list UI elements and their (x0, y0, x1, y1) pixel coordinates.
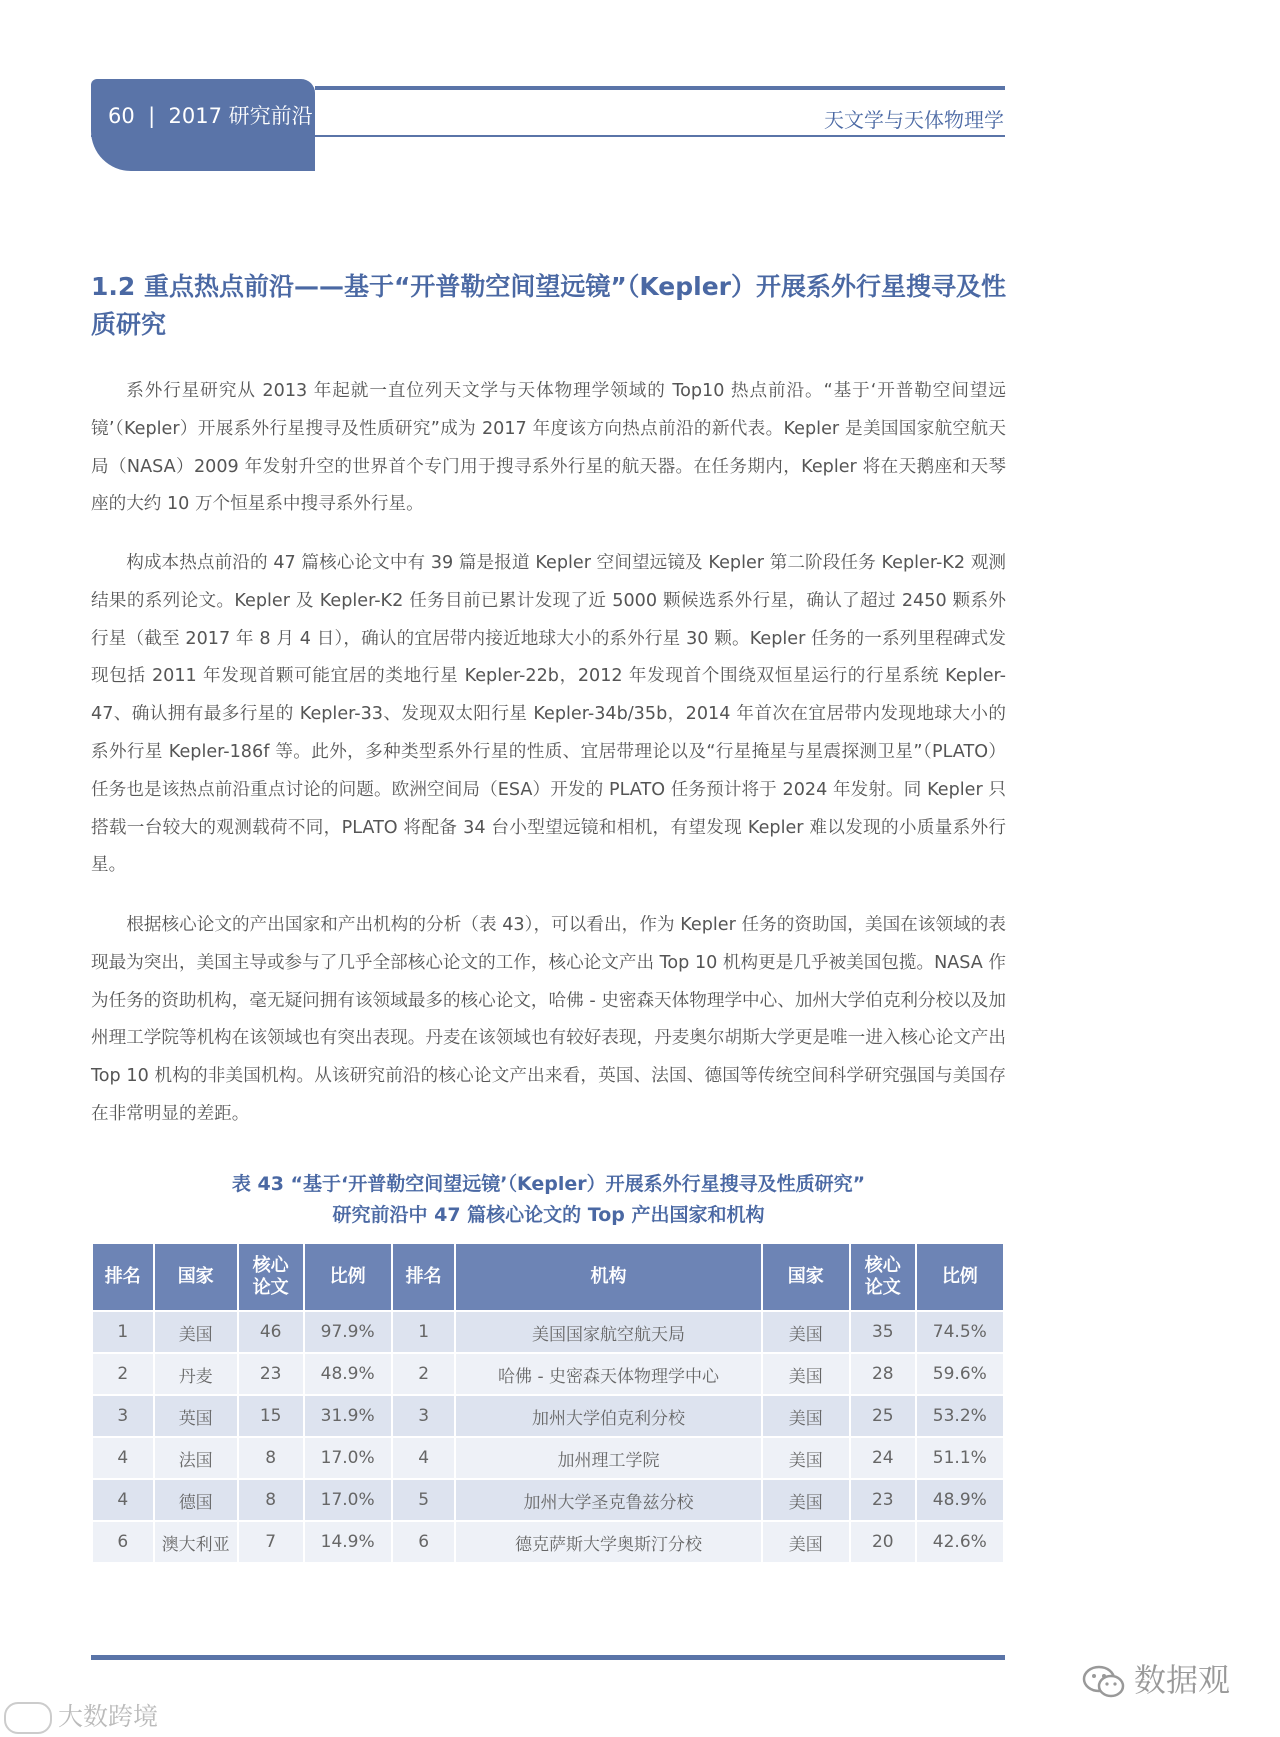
cell-rank: 4 (93, 1480, 153, 1520)
cell-rank: 4 (93, 1438, 153, 1478)
watermark-right (1082, 1655, 1230, 1701)
cell-papers2: 24 (851, 1438, 915, 1478)
cell-ratio: 17.0% (305, 1480, 391, 1520)
ranking-table (91, 1242, 1005, 1564)
table-caption (91, 1169, 1006, 1231)
cell-ratio2: 48.9% (917, 1480, 1003, 1520)
page-number: 60 (108, 104, 135, 128)
cell-ratio2: 53.2% (917, 1396, 1003, 1436)
cell-rank: 3 (93, 1396, 153, 1436)
cell-rank: 6 (93, 1522, 153, 1562)
cell-papers2: 28 (851, 1354, 915, 1394)
header-rank: 排名 (93, 1244, 153, 1310)
cell-institution: 加州理工学院 (456, 1438, 760, 1478)
cell-country2: 美国 (763, 1438, 849, 1478)
header-rule-top (315, 86, 1005, 90)
watermark-right-text: 数据观 (1134, 1661, 1231, 1699)
table-header-row (93, 1244, 1003, 1310)
cell-papers: 15 (239, 1396, 303, 1436)
cell-papers2: 23 (851, 1480, 915, 1520)
cell-country: 丹麦 (155, 1354, 237, 1394)
paragraph-1: 系外行星研究从 2013 年起就一直位列天文学与天体物理学领域的 Top10 热点前沿。“基于‘开普勒空间望远镜’（Kepler）开展系外行星搜寻及性质研究”成为 2017 年度该方向热点前沿的新代表。Kepler 是美国国家航空航天局（NASA）2009 年发射升空的世界首个专门用于搜寻系外行星的航天器。在任务期内，Kepler 将在天鹅座和天琴座的大约 10 万个恒星系中搜寻系外行星。 (91, 381, 1006, 515)
paragraph-2: 构成本热点前沿的 47 篇核心论文中有 39 篇是报道 Kepler 空间望远镜及 Kepler 第二阶段任务 Kepler-K2 观测结果的系列论文。Kepler 及 Kepler-K2 任务目前已累计发现了近 5000 颗候选系外行星，确认了超过 2450 颗系外行星（截至 2017 年 8 月 4 日），确认的宜居带内接近地球大小的系外行星 30 颗。Kepler 任务的一系列里程碑式发现包括 2011 年发现首颗可能宜居的类地行星 Kepler-22b，2012 年发现首个围绕双恒星运行的行星系统 Kepler-47、确认拥有最多行星的 Kepler-33、发现双太阳行星 Kepler-34b/35b，2014 年首次在宜居带内发现地球大小的系外行星 Kepler-186f 等。此外，多种类型系外行星的性质、宜居带理论以及“行星掩星与星震探测卫星”（PLATO）任务也是该热点前沿重点讨论的问题。欧洲空间局（ESA）开发的 PLATO 任务预计将于 2024 年发射。同 Kepler 只搭载一台较大的观测载荷不同，PLATO 将配备 34 台小型望远镜和相机，有望发现 Kepler 难以发现的小质量系外行星。 (91, 553, 1006, 876)
footer-rule (91, 1655, 1005, 1660)
table-row (93, 1522, 1003, 1562)
cell-country2: 美国 (763, 1522, 849, 1562)
wechat-icon (1082, 1665, 1126, 1699)
table-caption-line-2: 研究前沿中 47 篇核心论文的 Top 产出国家和机构 (332, 1204, 765, 1226)
cell-papers: 8 (239, 1438, 303, 1478)
cell-rank2: 1 (393, 1312, 455, 1352)
table-row (93, 1312, 1003, 1352)
cell-papers: 46 (239, 1312, 303, 1352)
table-row (93, 1354, 1003, 1394)
cell-ratio: 31.9% (305, 1396, 391, 1436)
watermark-left (4, 1697, 158, 1734)
table-caption-line-1: 表 43 “基于‘开普勒空间望远镜’（Kepler）开展系外行星搜寻及性质研究” (231, 1173, 866, 1195)
cell-country: 法国 (155, 1438, 237, 1478)
book-title: 2017 研究前沿 (168, 104, 313, 128)
watermark-left-text: 大数跨境 (58, 1702, 159, 1731)
cell-institution: 加州大学伯克利分校 (456, 1396, 760, 1436)
header-papers-2: 核心论文 (851, 1244, 915, 1310)
cell-country2: 美国 (763, 1396, 849, 1436)
cell-rank: 1 (93, 1312, 153, 1352)
header-ratio-2: 比例 (917, 1244, 1003, 1310)
cell-institution: 哈佛 - 史密森天体物理学中心 (456, 1354, 760, 1394)
cell-institution: 加州大学圣克鲁兹分校 (456, 1480, 760, 1520)
brand-logo-icon (4, 1702, 52, 1734)
cell-rank2: 4 (393, 1438, 455, 1478)
cell-rank: 2 (93, 1354, 153, 1394)
cell-rank2: 6 (393, 1522, 455, 1562)
cell-papers2: 35 (851, 1312, 915, 1352)
cell-rank2: 5 (393, 1480, 455, 1520)
cell-country: 德国 (155, 1480, 237, 1520)
cell-rank2: 3 (393, 1396, 455, 1436)
cell-papers: 7 (239, 1522, 303, 1562)
cell-ratio2: 59.6% (917, 1354, 1003, 1394)
table-row (93, 1438, 1003, 1478)
cell-institution: 美国国家航空航天局 (456, 1312, 760, 1352)
section-title: 1.2 重点热点前沿——基于“开普勒空间望远镜”（Kepler）开展系外行星搜寻及性质研究 (91, 272, 1006, 339)
chapter-title: 天文学与天体物理学 (824, 108, 1004, 132)
cell-ratio2: 42.6% (917, 1522, 1003, 1562)
cell-papers2: 25 (851, 1396, 915, 1436)
table-row (93, 1396, 1003, 1436)
header-rule-bottom (91, 135, 1005, 137)
header-rank-2: 排名 (393, 1244, 455, 1310)
cell-country2: 美国 (763, 1480, 849, 1520)
header-separator: | (141, 104, 162, 128)
header-country: 国家 (155, 1244, 237, 1310)
header-institution: 机构 (456, 1244, 760, 1310)
cell-institution: 德克萨斯大学奥斯汀分校 (456, 1522, 760, 1562)
cell-papers: 8 (239, 1480, 303, 1520)
cell-papers: 23 (239, 1354, 303, 1394)
cell-rank2: 2 (393, 1354, 455, 1394)
cell-ratio2: 51.1% (917, 1438, 1003, 1478)
cell-country2: 美国 (763, 1354, 849, 1394)
cell-ratio: 97.9% (305, 1312, 391, 1352)
cell-papers2: 20 (851, 1522, 915, 1562)
cell-ratio: 14.9% (305, 1522, 391, 1562)
cell-country: 澳大利亚 (155, 1522, 237, 1562)
header-ratio: 比例 (305, 1244, 391, 1310)
header-page-label (108, 100, 313, 130)
header-papers: 核心论文 (239, 1244, 303, 1310)
cell-country2: 美国 (763, 1312, 849, 1352)
cell-ratio2: 74.5% (917, 1312, 1003, 1352)
table-row (93, 1480, 1003, 1520)
header-country-2: 国家 (763, 1244, 849, 1310)
paragraph-3: 根据核心论文的产出国家和产出机构的分析（表 43），可以看出，作为 Kepler 任务的资助国，美国在该领域的表现最为突出，美国主导或参与了几乎全部核心论文的工作，核心论文产出 Top 10 机构更是几乎被美国包揽。NASA 作为任务的资助机构，毫无疑问拥有该领域最多的核心论文，哈佛 - 史密森天体物理学中心、加州大学伯克利分校以及加州理工学院等机构在该领域也有突出表现。丹麦在该领域也有较好表现，丹麦奥尔胡斯大学更是唯一进入核心论文产出 Top 10 机构的非美国机构。从该研究前沿的核心论文产出来看，英国、法国、德国等传统空间科学研究强国与美国存在非常明显的差距。 (91, 915, 1006, 1124)
cell-ratio: 48.9% (305, 1354, 391, 1394)
cell-ratio: 17.0% (305, 1438, 391, 1478)
cell-country: 美国 (155, 1312, 237, 1352)
cell-country: 英国 (155, 1396, 237, 1436)
